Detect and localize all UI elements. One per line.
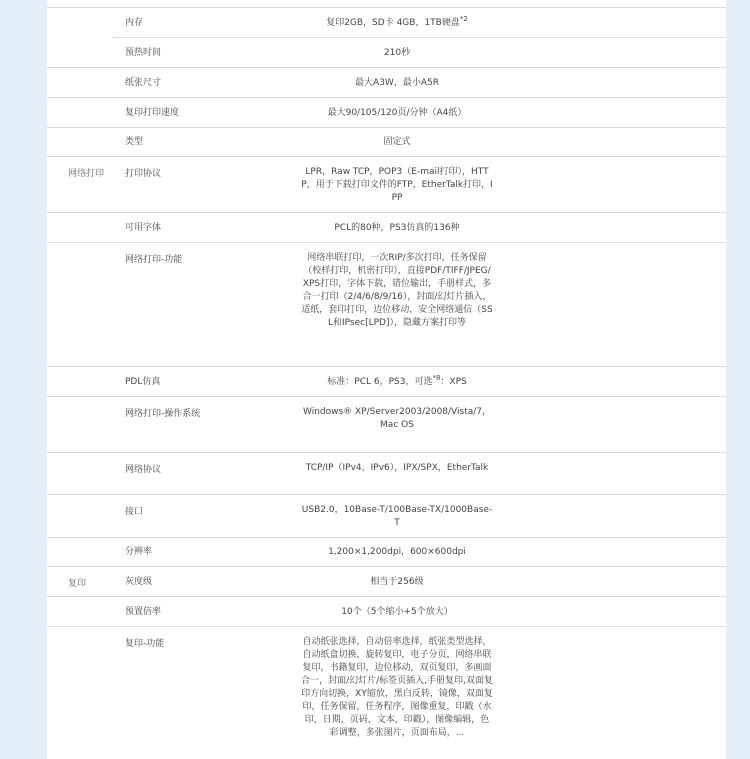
spec-row: [47, 128, 726, 157]
spec-value: [301, 537, 493, 567]
spec-label: 内存: [125, 18, 144, 28]
spec-row: [47, 538, 726, 567]
spec-row: [47, 8, 726, 38]
spec-value: [301, 567, 493, 597]
spec-label: 纸张尺寸: [125, 78, 162, 88]
spec-value: [301, 504, 493, 530]
spec-value: [301, 38, 493, 68]
spec-value-text: 自动纸张选择，自动倍率选择，纸张类型选择，自动纸盒切换，旋转复印，电子分页，网络串联复印，书籍复印，边位移动，双页复印，多画面合一，封面/幻灯片/标签页插入,手册复印,双面复印方向切换，XY缩放，黑白反转，镜像，双面复印，任务保留，任务程序，图像重复，印戳（水印，日期，页码，文本，印戳），图像编辑，色彩调整，多张图片，页面布局，...: [301, 637, 493, 738]
spec-label: 预置倍率: [125, 607, 162, 617]
spec-row: [47, 567, 726, 597]
spec-value-text: 固定式: [383, 137, 411, 147]
spec-value-text: 相当于256级: [370, 577, 424, 587]
spec-value: [301, 166, 493, 205]
group-label: 复印: [68, 579, 87, 589]
spec-label: 网络打印-功能: [125, 255, 183, 265]
spec-label: 灰度级: [125, 577, 153, 587]
spec-value: [301, 98, 493, 128]
spec-value: [301, 213, 493, 243]
spec-label: PDL仿真: [125, 377, 161, 387]
spec-value-text: 最大90/105/120页/分钟（A4纸）: [327, 108, 467, 118]
spec-row: [47, 495, 726, 538]
spec-value: [301, 406, 493, 432]
spec-label: 复印打印速度: [125, 108, 180, 118]
spec-label: 接口: [125, 507, 144, 517]
spec-value-text: 复印2GB，SD卡 4GB，1TB硬盘: [326, 18, 460, 28]
spec-row: [47, 157, 726, 213]
spec-value-text: 210秒: [383, 48, 411, 58]
spec-value: [301, 597, 493, 627]
spec-value-text: TCP/IP（IPv4，IPv6），IPX/SPX，EtherTalk: [305, 463, 489, 473]
spec-value: [301, 252, 493, 330]
spec-row: [47, 98, 726, 128]
spec-row: [47, 597, 726, 627]
spec-label: 类型: [125, 137, 144, 147]
spec-value-text: 1,200×1,200dpi，600×600dpi: [328, 547, 466, 557]
spec-value: [301, 462, 493, 475]
spec-label: 可用字体: [125, 223, 162, 233]
spec-label: 打印协议: [125, 169, 162, 179]
spec-value-text: 标准：PCL 6，PS3，可选: [327, 377, 433, 387]
spec-value-text: 最大A3W，最小A5R: [355, 78, 439, 88]
spec-label: 预热时间: [125, 48, 162, 58]
group-label: 网络打印: [68, 169, 105, 179]
spec-value-text: Windows® XP/Server2003/2008/Vista/7，Mac OS: [303, 407, 491, 430]
spec-row: [47, 453, 726, 495]
spec-label: 网络协议: [125, 465, 162, 475]
spec-value: [301, 68, 493, 98]
spec-value-text: USB2.0，10Base-T/100Base-TX/1000Base-T: [301, 505, 493, 528]
spec-value-text: PCL的80种，PS3仿真的136种: [334, 223, 460, 233]
spec-row: [47, 627, 726, 759]
spec-value-text: LPR，Raw TCP，POP3（E-mail打印），HTTP，用于下载打印文件的FTP，EtherTalk打印，IPP: [301, 167, 493, 203]
spec-value: [301, 8, 493, 38]
spec-value: [301, 636, 493, 740]
spec-label: 分辨率: [125, 547, 153, 557]
spec-table: [47, 0, 726, 759]
spec-value-suffix: ：XPS: [440, 377, 467, 387]
spec-row: [47, 367, 726, 397]
footnote-mark: *2: [459, 15, 468, 23]
spec-row: [47, 68, 726, 98]
spec-row: [47, 397, 726, 453]
spec-row: [47, 38, 726, 68]
spec-row: [47, 213, 726, 243]
spec-value: [301, 367, 493, 397]
spec-label: 复印-功能: [125, 639, 165, 649]
spec-label: 网络打印-操作系统: [125, 409, 201, 419]
footnote-mark: *8: [432, 374, 441, 382]
spec-value-text: 10个（5个缩小+5个放大）: [341, 607, 453, 617]
spec-row: [47, 243, 726, 367]
spec-value: [301, 127, 493, 157]
spec-value-text: 网络串联打印，一次RIP/多次打印，任务保留（校样打印，机密打印），直接PDF/TIFF/JPEG/XPS打印，字体下载，错位输出，手册样式，多合一打印（2/4/6/8/9/16），封面/幻灯片插入，适纸，套印打印，边位移动，安全网络通信（SSL和IPsec[LPD]），隐藏方案打印等: [301, 253, 493, 328]
